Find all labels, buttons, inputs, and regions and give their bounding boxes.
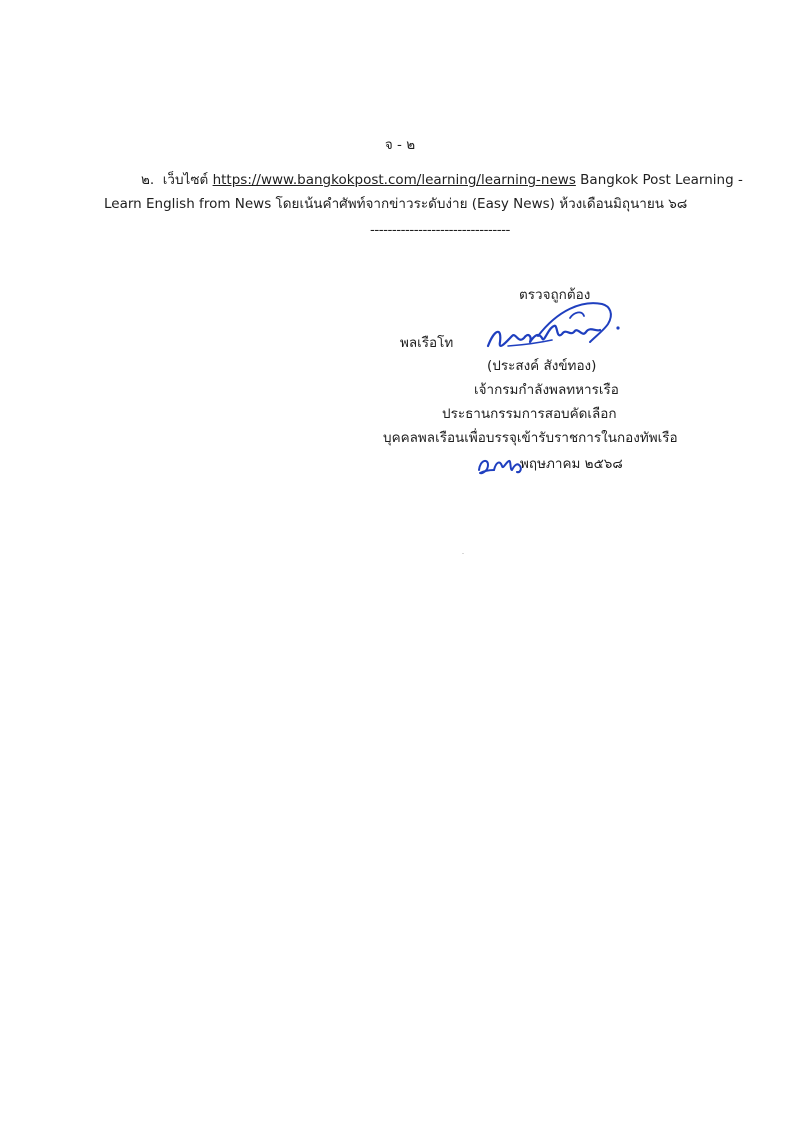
signer-position-2: ประธานกรรมการสอบคัดเลือก [442,406,617,422]
handwritten-day [476,448,526,478]
signer-name: (ประสงค์ สังข์ทอง) [487,358,597,374]
signing-date: พฤษภาคม ๒๕๖๘ [520,456,623,472]
bangkokpost-link[interactable]: https://www.bangkokpost.com/learning/learning-news [212,172,576,188]
signer-position-3: บุคคลพลเรือนเพื่อบรรจุเข้ารับราชการในกองทัพเรือ [383,430,678,446]
rank-label: พลเรือโท [400,335,454,351]
scan-speck [462,553,464,554]
handwritten-signature [478,296,628,356]
item-number: ๒. [141,172,155,188]
reference-item-line-2: Learn English from News โดยเน้นคำศัพท์จากข่าวระดับง่าย (Easy News) ห้วงเดือนมิถุนายน ๖๘ [104,196,688,212]
item-label: เว็บไซต์ [162,172,209,188]
item-title-tail: Bangkok Post Learning - [580,172,743,188]
certified-label: ตรวจถูกต้อง [519,287,591,303]
signer-position-1: เจ้ากรมกำลังพลทหารเรือ [474,382,619,398]
page-number: จ - ๒ [384,137,416,153]
separator-line: -------------------------------- [370,222,510,238]
reference-item-line-1 [141,172,743,188]
